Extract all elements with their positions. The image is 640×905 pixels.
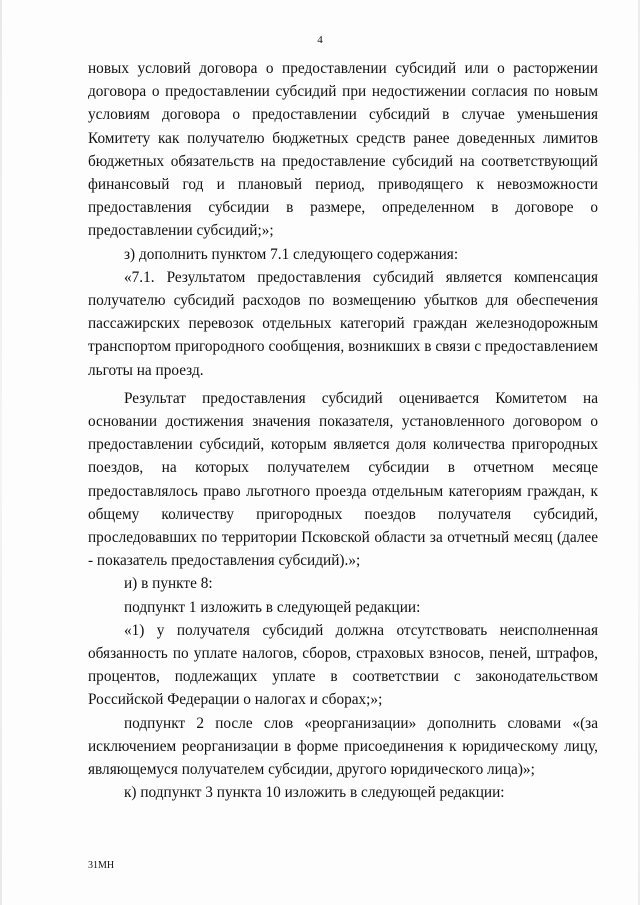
paragraph-subitem-2: подпункт 2 после слов «реорганизации» дополнить словами «(за исключением реорганизации в форме присоединения к юридическому лицу, являющемуся получателем субсидии, другого юридического лица)»; xyxy=(88,714,598,779)
paragraph-continuation: новых условий договора о предоставлении субсидий или о расторжении договора о предоставлении субсидий при недостижении согласия по новым условиям договора о предоставлении субсидий в случае уменьшения Комитету как получателю бюджетных средств ранее доведенных лимитов бюджетных обязательств на предоставление субсидий на соответствующий финансовый год и плановый период, приводящего к невозможности предоставления субсидии в размере, определенном в договоре о предоставлении субсидий;»; xyxy=(88,60,598,240)
footer-document-code: 31МН xyxy=(88,860,115,871)
document-body xyxy=(88,57,598,805)
paragraph-item-i: и) в пункте 8: xyxy=(124,575,213,593)
paragraph-subitem-1-intro: подпункт 1 изложить в следующей редакции: xyxy=(124,598,421,616)
paragraph-item-z: з) дополнить пунктом 7.1 следующего содержания: xyxy=(124,245,459,263)
paragraph-result-evaluation: Результат предоставления субсидий оценивается Комитетом на основании достижения значения показателя, установленного договором о предоставлении субсидий, которым является доля количества пригородных поездов, на которых получателем субсидии в отчетном месяце предоставлялось право льготного проезда отдельным категориям граждан, к общему количеству пригородных поездов получателя субсидий, проследовавших по территории Псковской области за отчетный месяц (далее - показатель предоставления субсидий).»; xyxy=(88,389,598,570)
paragraph-subitem-1-text: «1) у получателя субсидий должна отсутствовать неисполненная обязанность по уплате налогов, сборов, страховых взносов, пеней, штрафов, процентов, подлежащих уплате в соответствии с законодательством Российской Федерации о налогах и сборах;»; xyxy=(88,621,598,709)
page-number: 4 xyxy=(317,34,323,46)
scan-edge-left xyxy=(0,0,2,905)
paragraph-clause-7-1: «7.1. Результатом предоставления субсидий является компенсация получателю субсидий расходов по возмещению убытков для обеспечения пассажирских перевозок отдельных категорий граждан железнодорожным транспортом пригородного сообщения, возникших в связи с предоставлением льготы на проезд. xyxy=(88,268,598,379)
paragraph-item-k: к) подпункт 3 пункта 10 изложить в следующей редакции: xyxy=(124,784,505,802)
